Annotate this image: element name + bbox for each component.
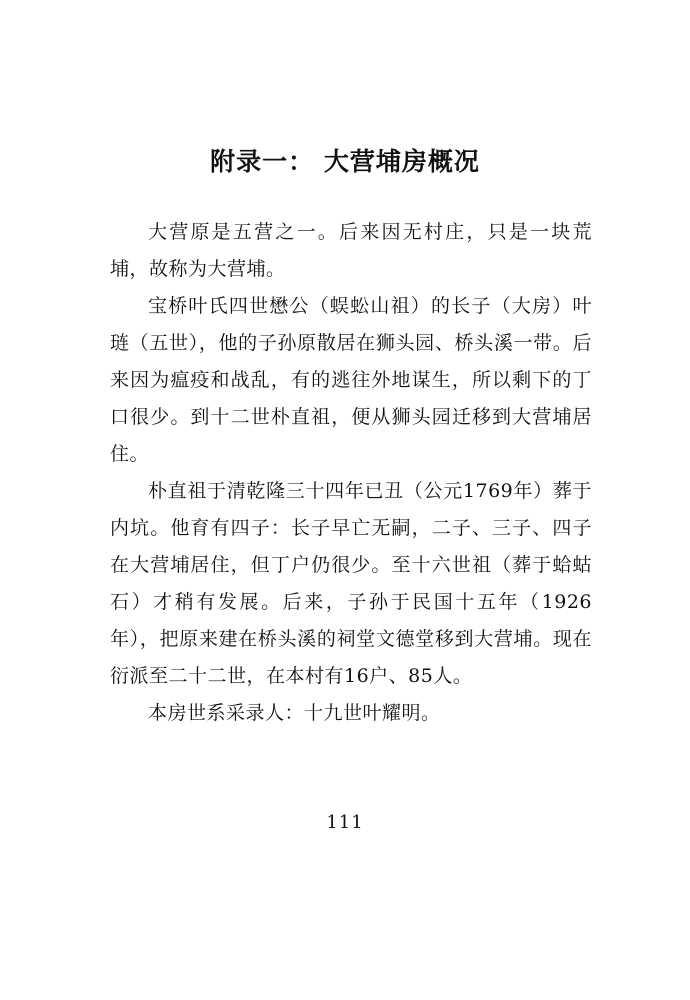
paragraph-4: 本房世系采录人：十九世叶耀明。 bbox=[148, 702, 441, 724]
paragraph-2: 宝桥叶氏四世懋公（蜈蚣山祖）的长子（大房）叶琏（五世），他的子孙原散居在狮头园、桥头溪一带。后来因为瘟疫和战乱，有的逃往外地谋生，所以剩下的丁口很少。到十二世朴直祖，便从狮头园迁移到大营埔居住。 bbox=[110, 295, 592, 465]
paragraph-1: 大营原是五营之一。后来因无村庄，只是一块荒埔，故称为大营埔。 bbox=[110, 221, 592, 280]
page-number: 111 bbox=[326, 812, 364, 833]
body-text bbox=[110, 214, 592, 732]
paragraph-3: 朴直祖于清乾隆三十四年已丑（公元1769年）葬于内坑。他育有四子：长子早亡无嗣，二子、三子、四子在大营埔居住，但丁户仍很少。至十六世祖（葬于蛤蛄石）才稍有发展。后来，子孙于民国十五年（1926年），把原来建在桥头溪的祠堂文德堂移到大营埔。现在衍派至二十二世，在本村有16户、85人。 bbox=[110, 480, 592, 687]
page-title: 附录一： 大营埔房概况 bbox=[210, 147, 480, 176]
